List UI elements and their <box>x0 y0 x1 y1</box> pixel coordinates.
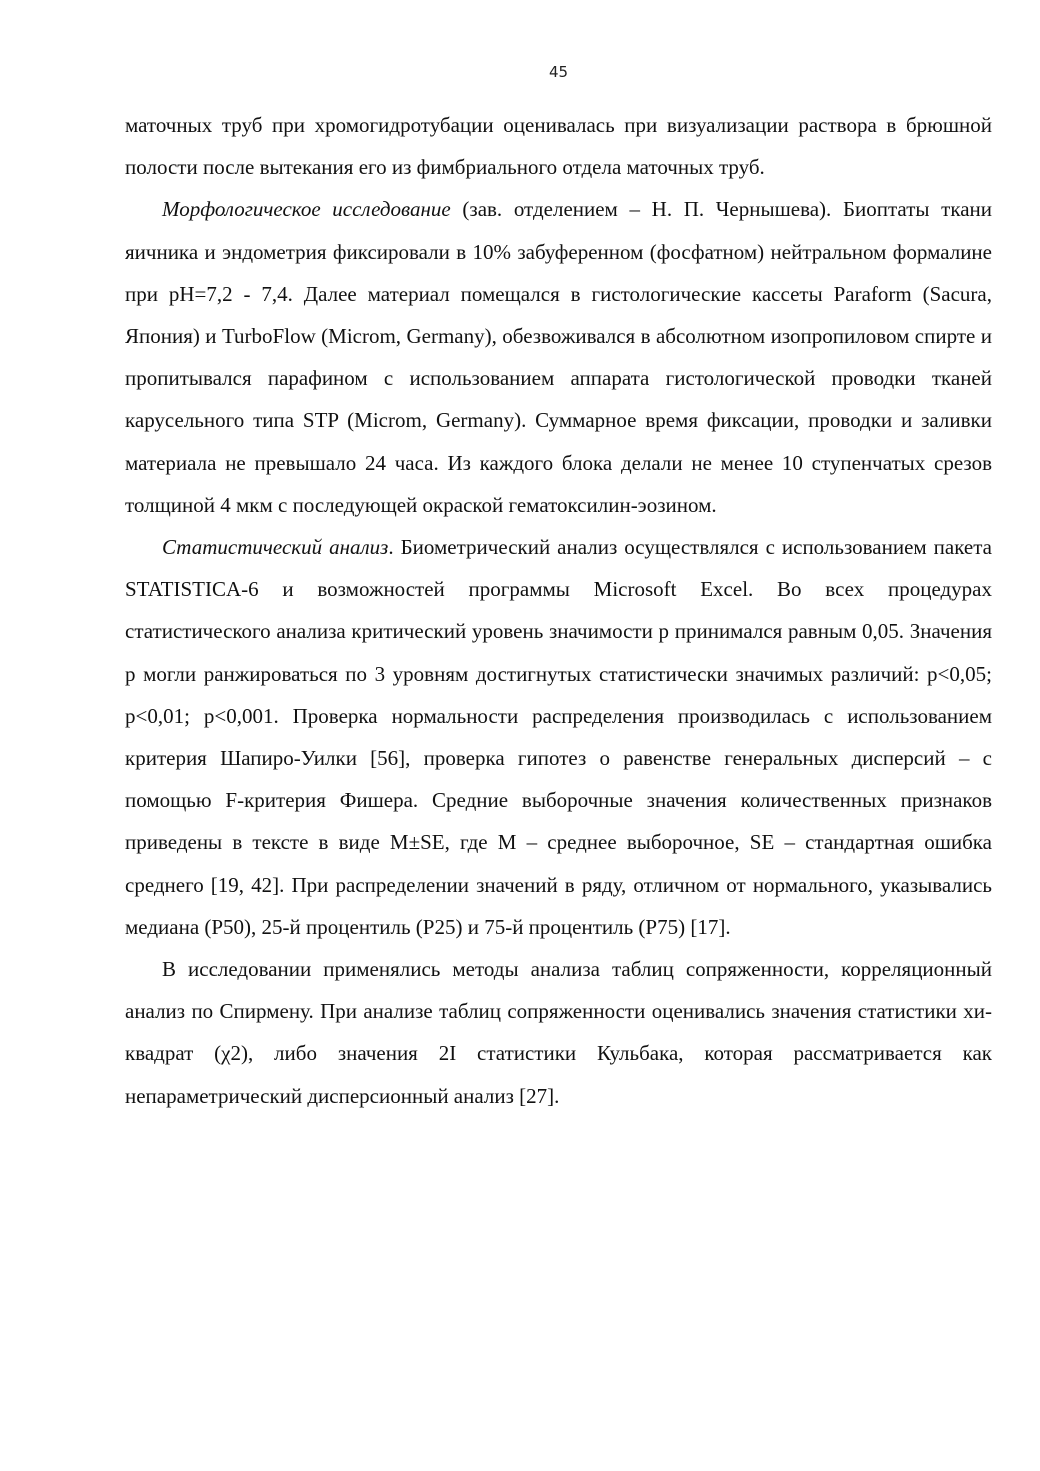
paragraph-text: . Биометрический анализ осуществлялся с использованием пакета STATISTICA-6 и возможностей программы Microsoft Excel. Во всех процедурах статистического анализа критический уровень значимости р принимался равным 0,05. Значения р могли ранжироваться по 3 уровням достигнутых статистически значимых различий: р<0,05; р<0,01; р<0,001. Проверка нормальности распределения производилась с использованием критерия Шапиро-Уилки [56], проверка гипотез о равенстве генеральных дисперсий – с помощью F-критерия Фишера. Средние выборочные значения количественных признаков приведены в тексте в виде M±SE, где M – среднее выборочное, SE – стандартная ошибка среднего [19, 42]. При распределении значений в ряду, отличном от нормального, указывались медиана (Р50), 25-й процентиль (Р25) и 75-й процентиль (Р75) [17]. <box>125 535 992 939</box>
paragraph-morphology <box>125 188 992 526</box>
paragraph-continuation <box>125 104 992 188</box>
section-heading-morphology: Морфологическое исследование <box>162 197 451 222</box>
page-number: 45 <box>548 63 569 81</box>
paragraph-statistics <box>125 526 992 948</box>
section-heading-statistics: Статистический анализ <box>162 535 389 560</box>
body-text <box>125 104 992 1117</box>
paragraph-methods <box>125 948 992 1117</box>
paragraph-text: маточных труб при хромогидротубации оценивалась при визуализации раствора в брюшной полости после вытекания его из фимбриального отдела маточных труб. <box>125 113 992 180</box>
paragraph-text: (зав. отделением – Н. П. Чернышева). Биоптаты ткани яичника и эндометрия фиксировали в 10% забуференном (фосфатном) нейтральном формалине при pH=7,2 - 7,4. Далее материал помещался в гистологические кассеты Paraform (Sacura, Япония) и TurboFlow (Microm, Germany), обезвоживался в абсолютном изопропиловом спирте и пропитывался парафином с использованием аппарата гистологической проводки тканей карусельного типа STP (Microm, Germany). Суммарное время фиксации, проводки и заливки материала не превышало 24 часа. Из каждого блока делали не менее 10 ступенчатых срезов толщиной 4 мкм с последующей окраской гематоксилин-эозином. <box>125 197 992 517</box>
paragraph-text: В исследовании применялись методы анализа таблиц сопряженности, корреляционный анализ по Спирмену. При анализе таблиц сопряженности оценивались значения статистики хи-квадрат (χ2), либо значения 2I статистики Кульбака, которая рассматривается как непараметрический дисперсионный анализ [27]. <box>125 957 992 1108</box>
